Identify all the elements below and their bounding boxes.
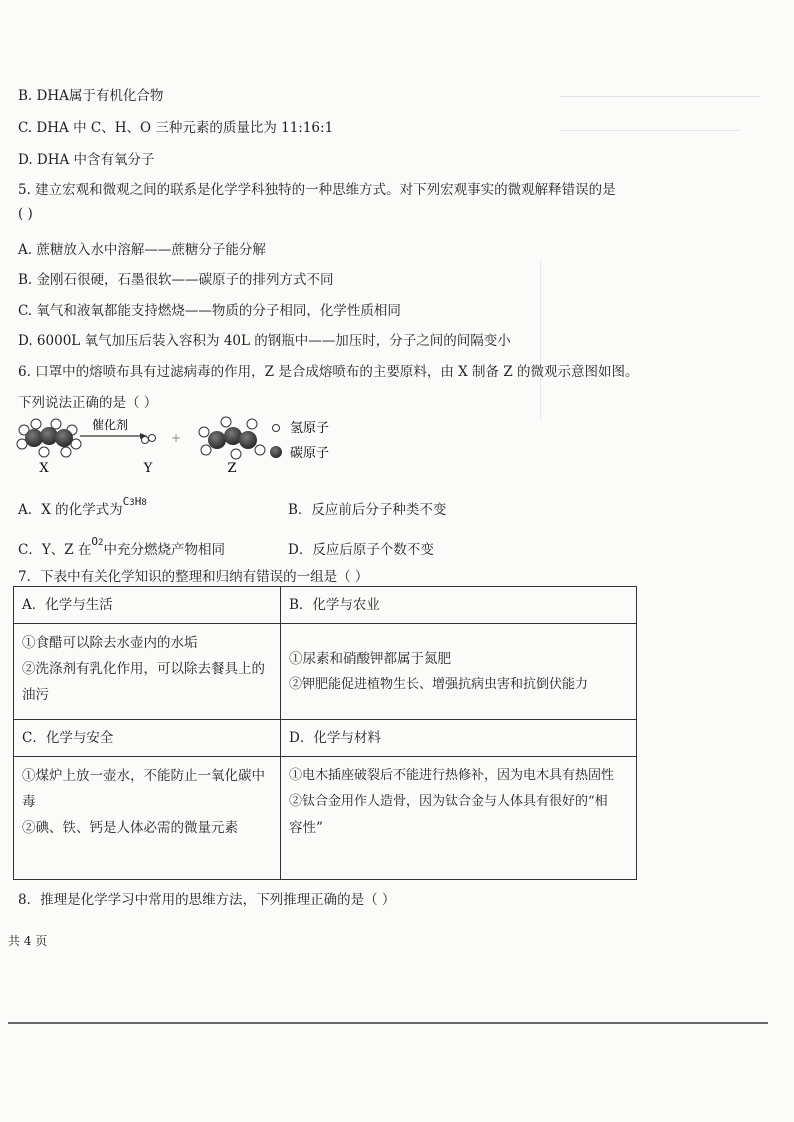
- plus-sign: +: [170, 431, 182, 445]
- q6-option-a: A．X 的化学式为$^{C3H8}$: [18, 495, 147, 518]
- q4-option-b: B. DHA属于有机化合物: [18, 88, 164, 104]
- molecule-z: [199, 417, 265, 459]
- q5-stem: 5. 建立宏观和微观之间的联系是化学学科独特的一种思维方式。对下列宏观事实的微观解释错误的是: [18, 182, 616, 198]
- q5-option-d: D. 6000L 氧气加压后装入容积为 40L 的钢瓶中——加压时，分子之间的间隔变小: [18, 333, 511, 349]
- carbon-atom-icon: [270, 446, 282, 458]
- table-cell-c-body: ①煤炉上放一壶水，不能防止一氧化碳中 毒 ②碘、铁、钙是人体必需的微量元素: [14, 757, 281, 880]
- legend-hydrogen: 氢原子: [290, 421, 330, 436]
- q6-stem: 6. 口罩中的熔喷布具有过滤病毒的作用，Z 是合成熔喷布的主要原料，由 X 制备 Z 的微观示意图如图。: [18, 364, 639, 380]
- table-cell-b-head: B．化学与农业: [281, 587, 637, 624]
- q6-prompt: 下列说法正确的是（ ）: [18, 395, 158, 411]
- molecule-x: [17, 419, 81, 457]
- legend-carbon: 碳原子: [290, 446, 330, 461]
- q5-option-b: B. 金刚石很硬，石墨很软——碳原子的排列方式不同: [18, 272, 334, 288]
- formula-o2: O2: [91, 535, 104, 548]
- q6-option-d: D．反应后原子个数不变: [288, 542, 434, 558]
- table-cell-a-head: A．化学与生活: [14, 587, 281, 624]
- label-y: Y: [143, 461, 153, 476]
- table-cell-d-body: ①电木插座破裂后不能进行热修补，因为电木具有热固性 ②钛合金用作人造骨，因为钛合金与人体具有很好的“相 容性”: [281, 757, 637, 880]
- bleed-through-mark: [540, 260, 541, 420]
- catalyst-label: 催化剂: [91, 418, 129, 432]
- q5-option-c: C. 氧气和液氧都能支持燃烧——物质的分子相同，化学性质相同: [18, 303, 401, 319]
- page-bottom-rule: [8, 1022, 768, 1024]
- reaction-diagram: [14, 414, 374, 476]
- q5-answer-blank: ( ): [18, 206, 33, 222]
- table-cell-d-head: D．化学与材料: [281, 720, 637, 757]
- knowledge-table: [13, 586, 637, 880]
- hydrogen-atom-icon: [273, 425, 280, 432]
- table-cell-c-head: C．化学与安全: [14, 720, 281, 757]
- page-count: 共 4 页: [8, 934, 48, 948]
- q6-option-b: B．反应前后分子种类不变: [288, 502, 447, 518]
- q6-option-c: C．Y、Z 在$^{O2}$中充分燃烧产物相同: [18, 535, 225, 558]
- formula-x: C3H8: [122, 495, 147, 508]
- q8-stem: 8．推理是化学学习中常用的思维方法，下列推理正确的是（ ）: [18, 892, 396, 908]
- bleed-through-mark: [560, 130, 740, 131]
- q7-stem: 7．下表中有关化学知识的整理和归纳有错误的一组是（ ）: [18, 569, 369, 585]
- table-cell-a-body: ①食醋可以除去水壶内的水垢 ②洗涤剂有乳化作用，可以除去餐具上的 油污: [14, 624, 281, 720]
- q5-option-a: A. 蔗糖放入水中溶解——蔗糖分子能分解: [18, 242, 266, 258]
- table-cell-b-body: ①尿素和硝酸钾都属于氮肥 ②钾肥能促进植物生长、增强抗病虫害和抗倒伏能力: [281, 624, 637, 720]
- q4-option-d: D. DHA 中含有氧分子: [18, 152, 155, 168]
- q4-option-c: C. DHA 中 C、H、O 三种元素的质量比为 11:16:1: [18, 120, 334, 136]
- bleed-through-mark: [560, 96, 760, 97]
- label-x: X: [39, 461, 49, 476]
- label-z: Z: [227, 461, 237, 476]
